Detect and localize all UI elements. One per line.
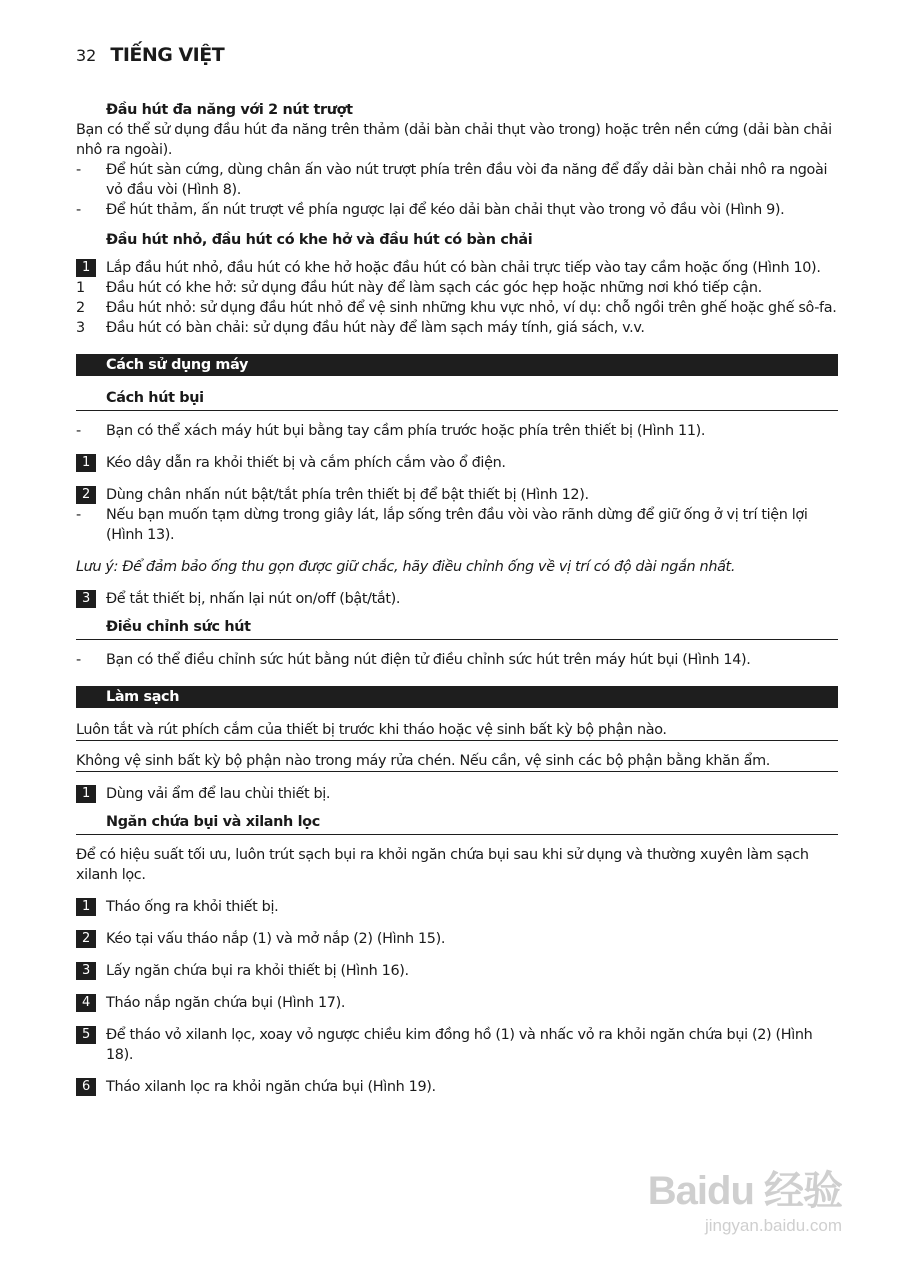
note-text: Lưu ý: Để đảm bảo ống thu gọn được giữ chắc, hãy điều chỉnh ống về vị trí có độ dài ngắn nhất.	[76, 559, 736, 575]
step-text: Tháo nắp ngăn chứa bụi (Hình 17).	[106, 995, 346, 1011]
step-number: 3	[76, 962, 96, 980]
step-item	[76, 993, 838, 1013]
numbered-item: 2 Đầu hút nhỏ: sử dụng đầu hút nhỏ để vệ sinh những khu vực nhỏ, ví dụ: chỗ ngồi trên ghế hoặc ghế sô-fa.	[76, 300, 837, 316]
section-bar-usage: Cách sử dụng máy	[76, 354, 838, 376]
subsection-title-vacuuming: Cách hút bụi	[76, 388, 838, 411]
step-number: 2	[76, 486, 96, 504]
step-number: 1	[76, 259, 96, 277]
step-number: 1	[76, 454, 96, 472]
manual-content	[76, 100, 838, 1097]
step-item	[76, 897, 838, 917]
step-text: Kéo tại vấu tháo nắp (1) và mở nắp (2) (Hình 15).	[106, 931, 446, 947]
step-item	[76, 1025, 838, 1065]
step-text: Để tháo vỏ xilanh lọc, xoay vỏ ngược chiều kim đồng hồ (1) và nhấc vỏ ra khỏi ngăn chứa bụi (2) (Hình 18).	[106, 1027, 813, 1063]
step-item	[76, 485, 838, 505]
step-item	[76, 453, 838, 473]
language-title: TIẾNG VIỆT	[110, 44, 225, 66]
step-text: Lấy ngăn chứa bụi ra khỏi thiết bị (Hình 16).	[106, 963, 409, 979]
step-number: 1	[76, 785, 96, 803]
step-item	[76, 961, 838, 981]
step-item	[76, 1077, 838, 1097]
bullet-item: - Nếu bạn muốn tạm dừng trong giây lát, lắp sống trên đầu vòi vào rãnh dừng để giữ ống ở vị trí tiện lợi (Hình 13).	[76, 505, 838, 545]
step-item	[76, 784, 838, 804]
step-text: Dùng vải ẩm để lau chùi thiết bị.	[106, 786, 331, 802]
step-item	[76, 258, 838, 278]
warning-text: Không vệ sinh bất kỳ bộ phận nào trong máy rửa chén. Nếu cần, vệ sinh các bộ phận bằng khăn ẩm.	[76, 751, 838, 772]
section-bar-cleaning: Làm sạch	[76, 686, 838, 708]
watermark	[648, 1159, 842, 1236]
warning-text: Luôn tắt và rút phích cắm của thiết bị trước khi tháo hoặc vệ sinh bất kỳ bộ phận nào.	[76, 720, 838, 741]
step-number: 3	[76, 590, 96, 608]
step-text: Lắp đầu hút nhỏ, đầu hút có khe hở hoặc đầu hút có bàn chải trực tiếp vào tay cầm hoặc ống (Hình 10).	[106, 260, 821, 276]
step-text: Tháo ống ra khỏi thiết bị.	[106, 899, 279, 915]
section-title-small-nozzles: Đầu hút nhỏ, đầu hút có khe hở và đầu hút có bàn chải	[106, 232, 533, 248]
bullet-item: - Bạn có thể điều chỉnh sức hút bằng nút điện tử điều chỉnh sức hút trên máy hút bụi (Hình 14).	[76, 650, 838, 670]
step-item	[76, 929, 838, 949]
step-number: 5	[76, 1026, 96, 1044]
step-number: 6	[76, 1078, 96, 1096]
paragraph: Bạn có thể sử dụng đầu hút đa năng trên thảm (dải bàn chải thụt vào trong) hoặc trên nền cứng (dải bàn chải nhô ra ngoài).	[76, 122, 832, 158]
numbered-item: 3 Đầu hút có bàn chải: sử dụng đầu hút này để làm sạch máy tính, giá sách, v.v.	[76, 320, 645, 336]
step-number: 4	[76, 994, 96, 1012]
paragraph: Để có hiệu suất tối ưu, luôn trút sạch bụi ra khỏi ngăn chứa bụi sau khi sử dụng và thường xuyên làm sạch xilanh lọc.	[76, 847, 809, 883]
step-item	[76, 589, 838, 609]
step-text: Để tắt thiết bị, nhấn lại nút on/off (bật/tắt).	[106, 591, 401, 607]
step-text: Dùng chân nhấn nút bật/tắt phía trên thiết bị để bật thiết bị (Hình 12).	[106, 487, 589, 503]
page-number: 32	[76, 46, 97, 65]
section-title-multi-nozzle: Đầu hút đa năng với 2 nút trượt	[106, 102, 353, 118]
page-header	[76, 44, 224, 66]
watermark-logo: Baidu 经验	[647, 1169, 842, 1213]
bullet-item: - Để hút thảm, ấn nút trượt về phía ngược lại để kéo dải bàn chải thụt vào trong vỏ đầu vòi (Hình 9).	[76, 200, 838, 220]
bullet-item: - Bạn có thể xách máy hút bụi bằng tay cầm phía trước hoặc phía trên thiết bị (Hình 11).	[76, 421, 838, 441]
step-number: 1	[76, 898, 96, 916]
subsection-title-dust-container: Ngăn chứa bụi và xilanh lọc	[76, 812, 838, 835]
step-text: Kéo dây dẫn ra khỏi thiết bị và cắm phích cắm vào ổ điện.	[106, 455, 506, 471]
numbered-item: 1 Đầu hút có khe hở: sử dụng đầu hút này để làm sạch các góc hẹp hoặc những nơi khó tiếp cận.	[76, 280, 762, 296]
bullet-item: - Để hút sàn cứng, dùng chân ấn vào nút trượt phía trên đầu vòi đa năng để đẩy dải bàn chải nhô ra ngoài vỏ đầu vòi (Hình 8).	[76, 160, 838, 200]
step-text: Tháo xilanh lọc ra khỏi ngăn chứa bụi (Hình 19).	[106, 1079, 436, 1095]
watermark-url: jingyan.baidu.com	[704, 1216, 842, 1235]
step-number: 2	[76, 930, 96, 948]
subsection-title-suction: Điều chỉnh sức hút	[76, 617, 838, 640]
